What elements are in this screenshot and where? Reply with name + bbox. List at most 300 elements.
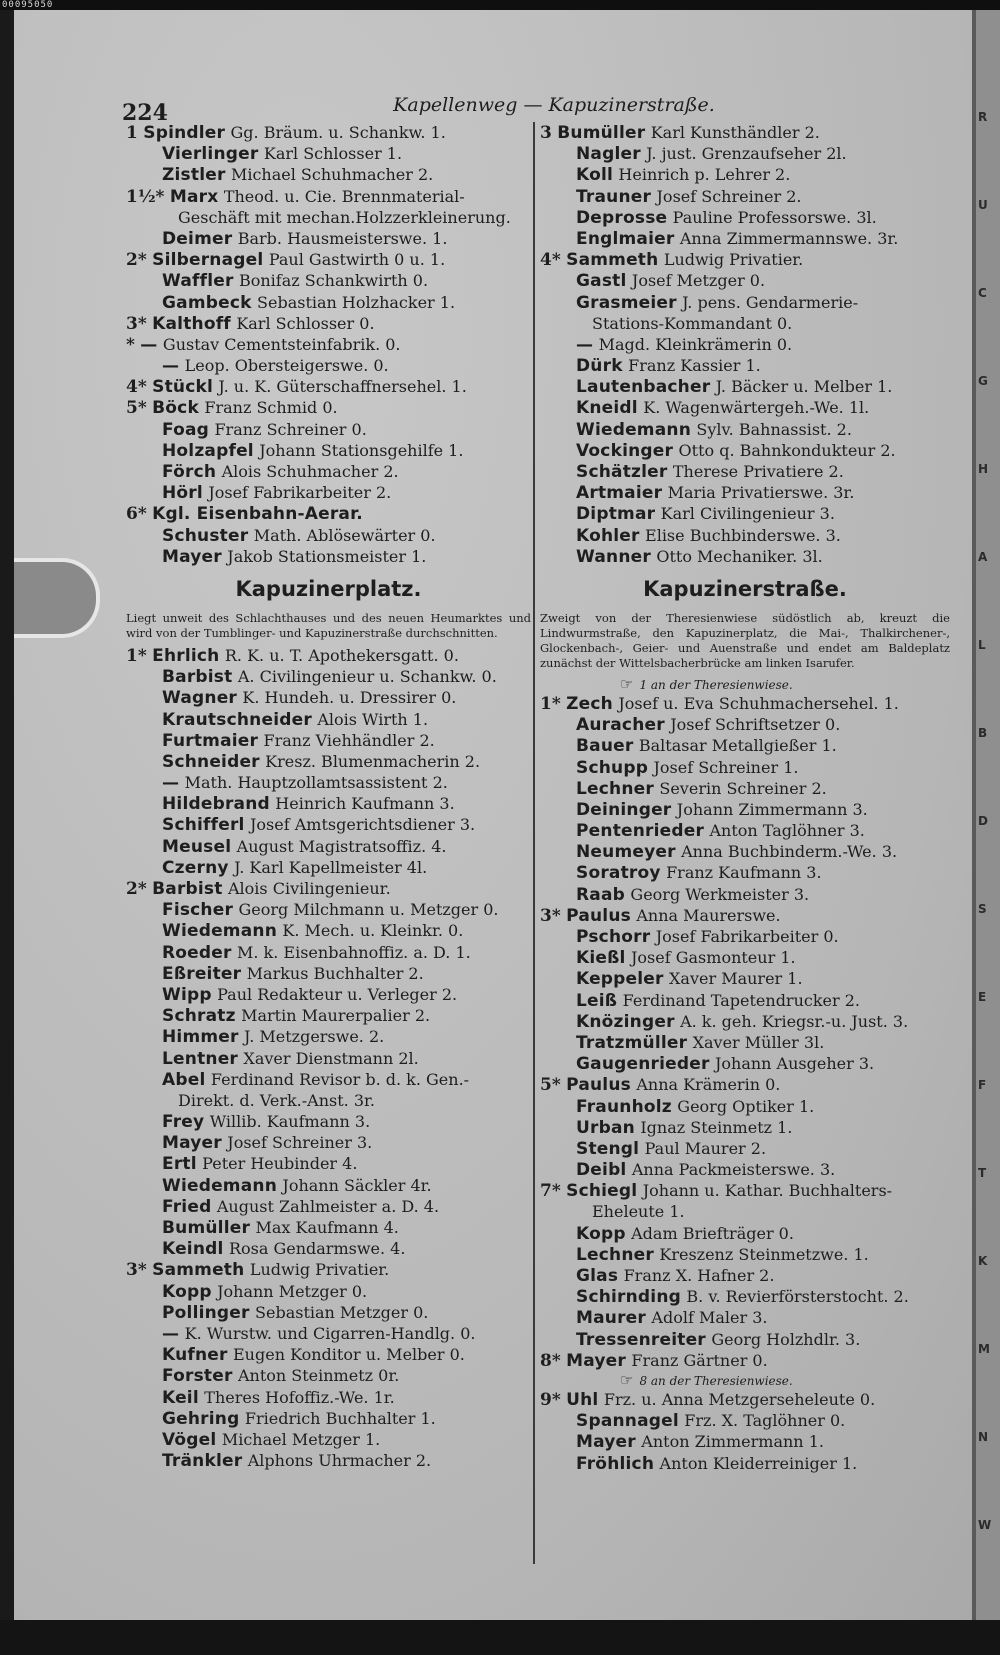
resident-surname: Urban xyxy=(576,1117,635,1138)
directory-entry xyxy=(126,730,531,751)
directory-entry xyxy=(540,1011,950,1032)
resident-details: Georg Milchmann u. Metzger 0. xyxy=(238,900,499,920)
directory-entry xyxy=(126,920,531,941)
resident-details: Theod. u. Cie. Brennmaterial- xyxy=(223,186,465,206)
directory-entry xyxy=(126,122,531,143)
resident-details: Johann Stationsgehilfe 1. xyxy=(259,440,464,460)
resident-surname: Mayer xyxy=(162,546,222,567)
directory-entry xyxy=(540,968,950,989)
resident-surname: Spannagel xyxy=(576,1411,679,1432)
resident-details: Franz X. Hafner 2. xyxy=(623,1266,775,1285)
resident-surname: Deininger xyxy=(576,799,672,820)
directory-entry xyxy=(540,1074,950,1095)
resident-details: Johann Metzger 0. xyxy=(217,1281,368,1301)
resident-surname: Vierlinger xyxy=(162,144,259,165)
resident-details: Sebastian Metzger 0. xyxy=(255,1302,429,1322)
resident-details: Alois Civilingenieur. xyxy=(228,879,391,898)
resident-details: A. Civilingenieur u. Schankw. 0. xyxy=(237,667,497,687)
resident-surname: Marx xyxy=(169,186,219,207)
resident-surname: Kohler xyxy=(576,525,640,546)
directory-entry xyxy=(540,778,950,799)
adjacent-page-fragment: B xyxy=(978,726,988,740)
directory-entry xyxy=(126,1005,531,1026)
resident-details: Kresz. Blumenmacherin 2. xyxy=(265,751,481,771)
bottom-band xyxy=(0,1620,1000,1655)
directory-entry xyxy=(126,963,531,984)
resident-details: Alois Wirth 1. xyxy=(317,709,429,729)
resident-surname: Uhl xyxy=(566,1389,599,1410)
resident-details: Barb. Hausmeisterswe. 1. xyxy=(237,228,448,248)
resident-surname: Raab xyxy=(576,884,626,905)
directory-entry xyxy=(126,313,531,334)
resident-surname: Schiegl xyxy=(566,1181,638,1202)
directory-entry xyxy=(540,461,950,482)
resident-details: August Zahlmeister a. D. 4. xyxy=(216,1196,440,1216)
adjacent-page-edge xyxy=(972,10,1000,1620)
directory-entry xyxy=(540,546,950,567)
resident-surname: Leiß xyxy=(576,990,618,1011)
directory-entry xyxy=(540,1350,950,1371)
resident-details: K. Wurstw. und Cigarren-Handlg. 0. xyxy=(184,1323,476,1343)
resident-surname: Kießl xyxy=(576,948,626,969)
resident-surname: Wagner xyxy=(162,688,238,709)
right-top-entries xyxy=(540,122,950,567)
resident-surname: Schneider xyxy=(162,751,260,772)
directory-entry xyxy=(126,1196,531,1217)
directory-entry xyxy=(540,228,950,249)
book-page xyxy=(14,10,972,1620)
resident-details: Johann u. Kathar. Buchhalters- xyxy=(642,1181,893,1201)
resident-details: Karl Kunsthändler 2. xyxy=(650,123,820,142)
section-description-kapuzinerplatz: Liegt unweit des Schlachthauses und des neuen Heumarktes und wird von der Tumblinger- und Kapuzinerstraße durchschnitten. xyxy=(126,610,531,640)
column-divider xyxy=(533,122,535,1564)
resident-surname: Roeder xyxy=(162,942,232,963)
resident-surname: Schifferl xyxy=(162,815,245,836)
directory-entry xyxy=(540,207,950,228)
directory-entry xyxy=(126,461,531,482)
resident-details: J. Karl Kapellmeister 4l. xyxy=(234,857,428,877)
directory-entry xyxy=(540,122,950,143)
resident-surname: Paulus xyxy=(566,905,631,926)
index-tab xyxy=(14,558,100,638)
directory-entry xyxy=(540,525,950,546)
directory-entry xyxy=(540,143,950,164)
resident-surname: Bumüller xyxy=(557,123,646,143)
adjacent-page-fragment: T xyxy=(978,1166,987,1180)
directory-entry xyxy=(126,440,531,461)
resident-details: Pauline Professorswe. 3l. xyxy=(672,207,877,227)
resident-surname: Schuster xyxy=(162,525,249,546)
resident-details: Elise Buchbinderswe. 3. xyxy=(645,525,841,545)
resident-surname: Artmaier xyxy=(576,483,663,504)
resident-details: Kreszenz Steinmetzwe. 1. xyxy=(659,1244,869,1264)
resident-details: Franz Kaufmann 3. xyxy=(666,863,822,883)
resident-details: K. Mech. u. Kleinkr. 0. xyxy=(282,921,464,941)
house-number: 1* xyxy=(540,693,561,714)
house-number: * xyxy=(126,334,135,355)
resident-details: Peter Heubinder 4. xyxy=(202,1154,358,1174)
entry-continuation: Eheleute 1. xyxy=(592,1202,685,1222)
directory-entry xyxy=(540,1180,950,1201)
resident-details: Therese Privatiere 2. xyxy=(672,462,844,481)
resident-surname: Mayer xyxy=(162,1133,222,1154)
directory-entry xyxy=(126,1259,531,1280)
resident-surname: Auracher xyxy=(576,715,665,736)
directory-entry xyxy=(126,1132,531,1153)
resident-details: Anna Krämerin 0. xyxy=(636,1075,781,1095)
directory-entry xyxy=(126,709,531,730)
resident-surname: Lentner xyxy=(162,1048,239,1069)
resident-surname: Hildebrand xyxy=(162,794,270,815)
directory-entry xyxy=(126,292,531,313)
resident-surname: Lechner xyxy=(576,778,654,799)
directory-entry xyxy=(540,482,950,503)
resident-details: Rosa Gendarmswe. 4. xyxy=(228,1239,406,1259)
directory-entry xyxy=(540,990,950,1011)
resident-surname: — xyxy=(162,1323,180,1344)
resident-surname: Grasmeier xyxy=(576,292,677,313)
resident-details: Franz Gärtner 0. xyxy=(631,1350,768,1370)
corner-stamp: 00095050 xyxy=(2,0,54,10)
resident-details: Johann Säckler 4r. xyxy=(282,1175,432,1195)
directory-entry xyxy=(540,1096,950,1117)
resident-surname: Ehrlich xyxy=(152,645,220,666)
resident-details: Otto Mechaniker. 3l. xyxy=(656,546,823,566)
note-theresienwiese-8 xyxy=(540,1371,950,1389)
directory-entry xyxy=(540,820,950,841)
directory-entry xyxy=(126,1450,531,1471)
directory-entry xyxy=(540,1329,950,1350)
adjacent-page-fragment: R xyxy=(978,110,988,124)
resident-surname: Barbist xyxy=(162,667,233,688)
resident-details: Jakob Stationsmeister 1. xyxy=(227,546,427,566)
directory-entry xyxy=(126,186,531,207)
house-number: 1* xyxy=(126,645,147,666)
resident-details: Anna Packmeisterswe. 3. xyxy=(631,1160,836,1180)
resident-details: Josef u. Eva Schuhmachersehel. 1. xyxy=(618,693,899,713)
kapuzinerstrasse-entries-a xyxy=(540,693,950,1371)
directory-entry xyxy=(126,270,531,291)
directory-entry xyxy=(540,1032,950,1053)
resident-surname: Glas xyxy=(576,1266,619,1286)
resident-details: Josef Schriftsetzer 0. xyxy=(670,715,841,735)
resident-surname: Mayer xyxy=(576,1432,636,1453)
resident-surname: Deimer xyxy=(162,228,233,249)
section-title-kapuzinerplatz: Kapuzinerplatz. xyxy=(235,576,422,601)
directory-entry xyxy=(540,1223,950,1244)
resident-surname: — xyxy=(576,334,594,355)
resident-details: Franz Kassier 1. xyxy=(628,356,761,376)
house-number: 3* xyxy=(126,1260,147,1281)
directory-entry xyxy=(540,1265,950,1286)
house-number: 8* xyxy=(540,1350,561,1371)
directory-entry xyxy=(126,482,531,503)
directory-entry xyxy=(126,249,531,270)
resident-surname: Vockinger xyxy=(576,440,674,461)
resident-surname: Forster xyxy=(162,1366,233,1387)
resident-surname: Fraunholz xyxy=(576,1096,672,1117)
resident-details: Michael Schuhmacher 2. xyxy=(230,165,434,185)
resident-surname: Kalthoff xyxy=(152,313,231,334)
resident-details: M. k. Eisenbahnoffiz. a. D. 1. xyxy=(237,942,471,962)
resident-surname: Englmaier xyxy=(576,228,675,249)
resident-details: Karl Schlosser 0. xyxy=(236,313,375,333)
resident-details: Friedrich Buchhalter 1. xyxy=(244,1408,436,1428)
resident-surname: Meusel xyxy=(162,836,232,857)
resident-surname: Furtmaier xyxy=(162,730,259,751)
resident-surname: Foag xyxy=(162,419,210,440)
entry-continuation: Geschäft mit mechan.Holzzerkleinerung. xyxy=(178,207,511,227)
directory-entry xyxy=(126,143,531,164)
directory-entry xyxy=(540,1138,950,1159)
resident-surname: Deibl xyxy=(576,1160,627,1181)
directory-entry xyxy=(540,1117,950,1138)
directory-entry xyxy=(126,525,531,546)
resident-details: Anton Kleiderreiniger 1. xyxy=(659,1453,858,1473)
resident-details: Alphons Uhrmacher 2. xyxy=(247,1451,432,1471)
resident-details: Josef Schreiner 3. xyxy=(227,1133,373,1153)
resident-surname: Diptmar xyxy=(576,504,656,525)
house-number: 3* xyxy=(540,905,561,926)
directory-entry xyxy=(540,1201,950,1222)
directory-entry xyxy=(540,757,950,778)
resident-details: J. pens. Gendarmerie- xyxy=(682,292,859,312)
resident-details: Josef Amtsgerichtsdiener 3. xyxy=(250,815,476,835)
resident-surname: Lechner xyxy=(576,1244,654,1265)
resident-details: B. v. Revierförsterstocht. 2. xyxy=(686,1287,909,1307)
resident-surname: Trauner xyxy=(576,186,652,207)
house-number: 1½* xyxy=(126,186,165,207)
resident-details: Bonifaz Schankwirth 0. xyxy=(238,271,429,291)
resident-surname: Böck xyxy=(152,398,199,419)
resident-details: Josef Schreiner 2. xyxy=(656,186,802,206)
directory-entry xyxy=(540,735,950,756)
resident-surname: Frey xyxy=(162,1112,205,1133)
directory-entry xyxy=(126,878,531,899)
resident-surname: Schupp xyxy=(576,757,649,778)
resident-details: Michael Metzger 1. xyxy=(221,1429,381,1449)
directory-entry xyxy=(126,1175,531,1196)
resident-surname: Sammeth xyxy=(566,250,659,271)
resident-details: Johann Ausgeher 3. xyxy=(714,1054,875,1074)
resident-surname: Eßreiter xyxy=(162,963,242,984)
resident-details: Math. Ablösewärter 0. xyxy=(253,525,436,545)
resident-surname: Mayer xyxy=(566,1350,626,1371)
resident-details: Heinrich Kaufmann 3. xyxy=(275,794,455,814)
directory-entry xyxy=(540,503,950,524)
resident-surname: Pentenrieder xyxy=(576,821,705,842)
resident-details: Maria Privatierswe. 3r. xyxy=(667,483,855,503)
directory-entry xyxy=(126,164,531,185)
resident-details: Ferdinand Tapetendrucker 2. xyxy=(622,990,861,1010)
resident-details: Adam Briefträger 0. xyxy=(631,1223,794,1243)
directory-entry xyxy=(126,836,531,857)
top-strip xyxy=(0,0,1000,10)
adjacent-page-fragment: U xyxy=(978,198,988,212)
pointing-hand-icon: ☞ xyxy=(620,1370,634,1389)
resident-surname: Fischer xyxy=(162,900,234,921)
adjacent-page-fragment: D xyxy=(978,814,988,828)
house-number: 4* xyxy=(126,377,147,398)
directory-entry xyxy=(126,772,531,793)
resident-details: Ignaz Steinmetz 1. xyxy=(640,1117,793,1137)
directory-entry xyxy=(540,1159,950,1180)
page-number: 224 xyxy=(122,100,168,126)
directory-entry xyxy=(126,228,531,249)
directory-entry xyxy=(540,714,950,735)
resident-details: J. just. Grenzaufseher 2l. xyxy=(646,144,847,164)
section-description-kapuzinerstrasse: Zweigt von der Theresienwiese südöstlich ab, kreuzt die Lindwurmstraße, den Kapuzinerplatz, die Mai-, Thalkirchener-, Glockenbach-, Geier- und Auenstraße und endet am Baldeplatz zunächst der Wittelsbacherbrücke am linken Isarufer. xyxy=(540,610,950,670)
resident-details: A. k. geh. Kriegsr.-u. Just. 3. xyxy=(680,1011,909,1031)
resident-details: Magd. Kleinkrämerin 0. xyxy=(598,334,793,354)
resident-details: Johann Zimmermann 3. xyxy=(676,799,868,819)
directory-entry xyxy=(126,984,531,1005)
adjacent-page-fragment: A xyxy=(978,550,988,564)
directory-entry xyxy=(540,1053,950,1074)
directory-entry xyxy=(540,1244,950,1265)
directory-entry xyxy=(126,1153,531,1174)
resident-details: Severin Schreiner 2. xyxy=(659,778,827,798)
resident-details: Theres Hofoffiz.-We. 1r. xyxy=(204,1387,395,1407)
resident-details: Ludwig Privatier. xyxy=(249,1260,390,1280)
resident-details: Josef Gasmonteur 1. xyxy=(631,948,796,968)
resident-details: Josef Metzger 0. xyxy=(631,271,766,291)
house-number: 1 xyxy=(126,123,138,143)
directory-entry xyxy=(126,814,531,835)
resident-surname: Silbernagel xyxy=(152,250,264,271)
directory-entry xyxy=(126,687,531,708)
resident-surname: Bauer xyxy=(576,736,634,757)
resident-details: Karl Civilingenieur 3. xyxy=(660,504,835,524)
directory-entry xyxy=(540,270,950,291)
resident-details: Josef Fabrikarbeiter 0. xyxy=(655,927,839,946)
directory-entry xyxy=(540,440,950,461)
kapuzinerstrasse-entries-b xyxy=(540,1389,950,1474)
adjacent-page-fragment: H xyxy=(978,462,989,476)
directory-entry xyxy=(126,397,531,418)
resident-details: Xaver Müller 3l. xyxy=(692,1032,825,1052)
directory-entry xyxy=(540,334,950,355)
directory-entry xyxy=(540,1286,950,1307)
resident-surname: Tratzmüller xyxy=(576,1032,688,1053)
resident-surname: Fröhlich xyxy=(576,1453,655,1474)
directory-entry xyxy=(126,1048,531,1069)
note-theresienwiese-1 xyxy=(540,675,950,693)
resident-details: Baltasar Metallgießer 1. xyxy=(638,736,837,756)
directory-entry xyxy=(540,862,950,883)
directory-entry xyxy=(540,1410,950,1431)
entry-continuation: Direkt. d. Verk.-Anst. 3r. xyxy=(178,1090,375,1110)
resident-details: Sylv. Bahnassist. 2. xyxy=(696,419,852,439)
resident-details: Xaver Maurer 1. xyxy=(669,969,803,989)
directory-entry xyxy=(126,376,531,397)
house-number: 3* xyxy=(126,313,147,334)
left-top-entries xyxy=(126,122,531,567)
resident-surname: Gastl xyxy=(576,271,627,292)
resident-surname: Lautenbacher xyxy=(576,377,711,398)
house-number: 4* xyxy=(540,250,561,271)
running-title: Kapellenweg — Kapuzinerstraße. xyxy=(393,94,715,116)
resident-details: Anna Zimmermannswe. 3r. xyxy=(679,228,899,248)
resident-details: Heinrich p. Lehrer 2. xyxy=(618,165,791,185)
resident-details: K. Hundeh. u. Dressirer 0. xyxy=(242,688,457,708)
directory-entry xyxy=(126,1387,531,1408)
house-number: 6* xyxy=(126,504,147,525)
resident-details: K. Wagenwärtergeh.-We. 1l. xyxy=(643,398,870,418)
directory-entry xyxy=(126,1069,531,1090)
resident-surname: Schirnding xyxy=(576,1287,682,1308)
resident-surname: Kopp xyxy=(576,1223,626,1244)
resident-surname: Paulus xyxy=(566,1075,631,1096)
house-number: 5* xyxy=(540,1075,561,1096)
resident-surname: Krautschneider xyxy=(162,709,312,730)
resident-surname: — xyxy=(162,773,180,794)
adjacent-page-fragment: E xyxy=(978,990,987,1004)
directory-entry xyxy=(540,313,950,334)
resident-surname: Tressenreiter xyxy=(576,1329,706,1350)
resident-surname: Knözinger xyxy=(576,1011,675,1032)
resident-surname: Kopp xyxy=(162,1281,212,1302)
resident-surname: Kufner xyxy=(162,1345,228,1366)
resident-details: Gustav Cementsteinfabrik. 0. xyxy=(162,334,401,354)
resident-details: Franz Schmid 0. xyxy=(204,398,338,418)
adjacent-page-fragment: C xyxy=(978,286,987,300)
resident-surname: Nagler xyxy=(576,144,641,165)
directory-entry xyxy=(126,666,531,687)
resident-details: Frz. u. Anna Metzgerseheleute 0. xyxy=(603,1389,876,1409)
adjacent-page-fragment: G xyxy=(978,374,988,388)
directory-entry xyxy=(540,419,950,440)
resident-surname: Schätzler xyxy=(576,462,668,482)
resident-details: Markus Buchhalter 2. xyxy=(246,963,424,983)
directory-entry xyxy=(126,1344,531,1365)
directory-entry xyxy=(126,1090,531,1111)
resident-surname: Dürk xyxy=(576,356,623,377)
resident-surname: Fried xyxy=(162,1196,212,1217)
directory-entry xyxy=(126,942,531,963)
adjacent-page-fragment: K xyxy=(978,1254,988,1268)
directory-entry xyxy=(540,1389,950,1410)
adjacent-page-fragment: N xyxy=(978,1430,989,1444)
directory-entry xyxy=(126,355,531,376)
resident-surname: Stengl xyxy=(576,1138,640,1159)
directory-entry xyxy=(126,645,531,666)
resident-surname: Deprosse xyxy=(576,207,668,228)
adjacent-page-fragment: W xyxy=(978,1518,992,1532)
resident-details: Anna Buchbinderm.-We. 3. xyxy=(681,842,898,862)
resident-surname: Sammeth xyxy=(152,1260,245,1281)
directory-entry xyxy=(540,355,950,376)
resident-details: Josef Fabrikarbeiter 2. xyxy=(208,483,392,503)
directory-entry xyxy=(126,419,531,440)
resident-details: Paul Redakteur u. Verleger 2. xyxy=(217,984,458,1004)
resident-details: Otto q. Bahnkondukteur 2. xyxy=(678,440,896,460)
directory-entry xyxy=(126,503,531,524)
resident-details: Anton Taglöhner 3. xyxy=(709,821,865,841)
resident-surname: Bumüller xyxy=(162,1218,251,1238)
resident-details: J. u. K. Güterschaffnersehel. 1. xyxy=(218,377,467,397)
directory-entry xyxy=(126,1238,531,1259)
resident-surname: Keindl xyxy=(162,1239,224,1260)
resident-details: Adolf Maler 3. xyxy=(651,1308,768,1328)
resident-surname: Wiedemann xyxy=(162,921,277,942)
directory-entry xyxy=(540,397,950,418)
directory-entry xyxy=(540,693,950,714)
directory-entry xyxy=(126,793,531,814)
resident-surname: Hörl xyxy=(162,483,203,504)
resident-surname: Stückl xyxy=(152,377,214,398)
resident-details: Josef Schreiner 1. xyxy=(653,757,799,777)
